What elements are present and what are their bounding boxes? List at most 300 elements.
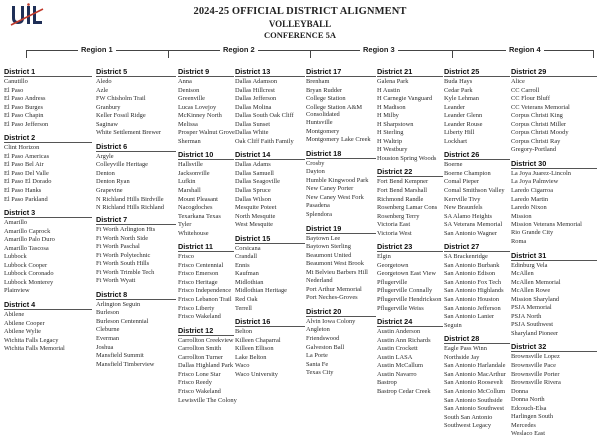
- school-name: Nederland: [306, 277, 333, 285]
- school-name: Ft Worth Arlington Hts: [96, 225, 156, 233]
- district-block: [96, 290, 176, 369]
- school-name: Comal Pieper: [444, 178, 479, 186]
- school-name: CC Flour Bluff: [511, 95, 550, 103]
- school-name: Lucas Lovejoy: [178, 103, 217, 111]
- school-name: Canutillo: [4, 78, 28, 85]
- district-heading: District 29: [511, 67, 597, 77]
- school-name: Boerne: [444, 161, 463, 169]
- district-heading: District 2: [4, 133, 92, 143]
- district-heading: District 11: [178, 242, 234, 252]
- school-name: Sherman: [178, 137, 201, 145]
- school-name: Prosper Walnut Grove: [178, 129, 235, 137]
- school-name: Clint Horizon: [4, 144, 40, 152]
- district-block: [235, 317, 305, 379]
- district-block: [178, 150, 234, 238]
- school-name: Rosenberg Terry: [377, 212, 420, 220]
- school-name: Bastrop Cedar Creek: [377, 387, 431, 395]
- school-name: H Carnegie Vanguard: [377, 95, 433, 103]
- school-name: Harlingen South: [511, 413, 554, 421]
- school-name: Bryan Rudder: [306, 86, 343, 94]
- school-name: Georgetown: [377, 261, 409, 269]
- district-heading: District 5: [96, 67, 176, 77]
- school-name: La Porte: [306, 352, 328, 360]
- region-1-label: Region 1: [78, 45, 116, 54]
- school-name: Wichita Falls Memorial: [4, 345, 65, 353]
- school-name: Elgin: [377, 253, 391, 261]
- region-bar: [26, 45, 594, 57]
- school-name: Burleson: [96, 309, 120, 317]
- school-name: San Antonio Highlands: [444, 287, 504, 295]
- school-name: El Paso Del Valle: [4, 169, 49, 177]
- school-name: Hallsville: [178, 161, 203, 169]
- school-name: PSJA North: [511, 312, 542, 320]
- school-name: Donna North: [511, 396, 545, 404]
- district-block: [178, 325, 237, 405]
- school-name: Lubbock Cooper: [4, 261, 48, 269]
- district-block: [306, 149, 376, 220]
- school-name: H Madison: [377, 103, 406, 111]
- school-name: McAllen: [511, 270, 534, 278]
- school-name: Dallas Seagoville: [235, 178, 280, 186]
- school-name: Leander Glenn: [444, 112, 483, 120]
- school-name: Houston Spring Woods: [377, 154, 437, 162]
- district-column: [306, 67, 376, 382]
- school-name: Frisco Liberty: [178, 304, 215, 312]
- school-name: Huntsville: [306, 119, 333, 127]
- school-name: CC Veterans Memorial: [511, 103, 570, 111]
- school-name: Ft Worth South Hills: [96, 260, 150, 268]
- school-name: Mission Sharyland: [511, 295, 560, 303]
- school-name: Whitehouse: [178, 229, 209, 237]
- school-name: Sharyland Pioneer: [511, 329, 559, 337]
- school-name: Liberty Hill: [444, 129, 475, 137]
- district-heading: District 27: [444, 242, 510, 252]
- school-name: Cedar Park: [444, 86, 473, 94]
- school-name: Frisco Independence: [178, 287, 232, 295]
- school-name: Dallas Adamson: [235, 78, 278, 85]
- school-name: New Braunfels: [444, 204, 483, 212]
- school-name: Dallas Spruce: [235, 187, 271, 195]
- school-name: Granbury: [96, 103, 121, 111]
- school-name: Angleton: [306, 326, 330, 334]
- school-name: N Richland Hills Richland: [96, 203, 164, 211]
- school-name: McAllen Rowe: [511, 287, 551, 295]
- district-block: [377, 67, 443, 163]
- district-heading: District 21: [377, 67, 443, 77]
- district-heading: District 22: [377, 167, 443, 177]
- school-name: Tyler: [178, 221, 192, 229]
- school-name: San Antonio Jefferson: [444, 304, 501, 312]
- school-name: Frisco Wakeland: [178, 387, 221, 395]
- school-name: Santa Fe: [306, 360, 329, 368]
- school-name: Carrollton Turner: [178, 353, 223, 361]
- school-name: South San Antonio: [444, 413, 493, 421]
- district-block: [306, 224, 376, 303]
- school-name: North Mesquite: [235, 212, 276, 220]
- school-name: Lockhart: [444, 137, 468, 145]
- school-name: Ft Worth Trimble Tech: [96, 268, 155, 276]
- region-tick: [452, 50, 453, 58]
- school-name: San Antonio Roosevelt: [444, 379, 503, 387]
- school-name: N Richland Hills Birdville: [96, 195, 164, 203]
- school-name: Pasadena: [306, 202, 330, 210]
- district-heading: District 15: [235, 234, 305, 244]
- school-name: Killeen Ellison: [235, 345, 274, 353]
- school-name: New Caney Porter: [306, 185, 354, 193]
- school-name: Mount Pleasant: [178, 195, 218, 203]
- school-name: San Antonio Harlandale: [444, 362, 506, 370]
- district-heading: District 4: [4, 300, 92, 310]
- school-name: Killeen Chaparral: [235, 336, 281, 344]
- school-name: El Paso Parkland: [4, 195, 48, 203]
- district-heading: District 14: [235, 150, 305, 160]
- district-block: [444, 334, 510, 430]
- school-name: Dallas Jefferson: [235, 95, 277, 103]
- district-heading: District 19: [306, 224, 376, 234]
- school-name: Saginaw: [96, 120, 119, 128]
- school-name: Humble Kingwood Park: [306, 176, 369, 184]
- school-name: Texarkana Texas: [178, 212, 221, 220]
- school-name: Nacogdoches: [178, 204, 213, 212]
- school-name: Pflugerville Hendrickson: [377, 296, 442, 304]
- school-name: Lake Belton: [235, 353, 267, 361]
- school-name: New Caney West Fork: [306, 193, 364, 201]
- school-name: Dallas Molina: [235, 103, 272, 111]
- district-column: [4, 67, 92, 358]
- school-name: Lubbock: [4, 253, 27, 261]
- school-name: Montgomery: [306, 127, 340, 135]
- school-name: El Paso Hanks: [4, 187, 42, 195]
- school-name: Jacksonville: [178, 169, 210, 177]
- school-name: Mansfield Timberview: [96, 360, 155, 368]
- school-name: El Paso Jefferson: [4, 120, 49, 128]
- school-name: La Joya Palmview: [511, 178, 559, 186]
- school-name: Frisco Lebanon Trail: [178, 296, 232, 304]
- school-name: Waco University: [235, 370, 278, 378]
- school-name: Bastrop: [377, 379, 397, 387]
- district-heading: District 18: [306, 149, 376, 159]
- district-block: [306, 307, 376, 378]
- school-name: Friendswood: [306, 334, 340, 342]
- school-name: San Antonio Burbank: [444, 261, 500, 269]
- school-name: Baytown Sterling: [306, 243, 351, 251]
- district-heading: District 23: [377, 242, 443, 252]
- school-name: Frisco Heritage: [178, 278, 218, 286]
- school-name: Kerrville Tivy: [444, 195, 481, 203]
- school-name: Waco: [235, 362, 250, 370]
- school-name: Austin Anderson: [377, 328, 421, 336]
- district-block: [178, 242, 234, 321]
- school-name: Dayton: [306, 168, 325, 176]
- school-name: El Paso: [4, 86, 24, 94]
- school-name: San Antonio Lanier: [444, 313, 495, 321]
- school-name: Frisco Emerson: [178, 270, 219, 278]
- district-heading: District 6: [96, 142, 176, 152]
- school-name: Argyle: [96, 152, 114, 160]
- school-name: Amarillo Tascosa: [4, 244, 49, 252]
- school-name: Austin McCallum: [377, 362, 423, 370]
- school-name: McAllen Memorial: [511, 278, 561, 286]
- school-name: Lewisville The Colony: [178, 396, 237, 404]
- district-block: [96, 142, 176, 211]
- district-heading: District 17: [306, 67, 376, 77]
- school-name: Frisco Centennial: [178, 261, 224, 269]
- school-name: Crandall: [235, 253, 258, 261]
- school-name: Denton: [96, 169, 115, 177]
- district-heading: District 32: [511, 342, 597, 352]
- school-name: Corpus Christi King: [511, 112, 563, 120]
- district-block: [511, 251, 597, 339]
- school-name: Austin Ann Richards: [377, 336, 431, 344]
- school-name: Port Neches-Groves: [306, 294, 358, 302]
- school-name: Brownsville Rivera: [511, 379, 561, 387]
- district-column: [377, 67, 443, 401]
- school-name: Southwest Legacy: [444, 422, 492, 430]
- school-name: San Antonio Houston: [444, 296, 500, 304]
- school-name: SA Brackenridge: [444, 253, 488, 261]
- school-name: El Paso Chapin: [4, 112, 44, 120]
- school-name: El Paso Andress: [4, 95, 46, 103]
- school-name: Laredo Nixon: [511, 204, 547, 212]
- school-name: Kyle Lehman: [444, 95, 479, 103]
- school-name: Dallas South Oak Cliff: [235, 112, 294, 120]
- district-block: [377, 167, 443, 238]
- school-name: Corpus Christi Miller: [511, 120, 567, 128]
- school-name: Victoria East: [377, 221, 411, 229]
- district-heading: District 3: [4, 208, 92, 218]
- school-name: Victoria West: [377, 229, 412, 237]
- school-name: Keller Fossil Ridge: [96, 112, 146, 120]
- district-heading: District 20: [306, 307, 376, 317]
- school-name: Donna: [511, 387, 529, 395]
- district-block: [4, 67, 92, 129]
- school-name: Roma: [511, 237, 527, 245]
- school-name: Dallas Hillcrest: [235, 86, 275, 94]
- region-tick: [168, 50, 169, 58]
- school-name: Dallas Samuell: [235, 169, 274, 177]
- school-name: Brownsville Porter: [511, 370, 560, 378]
- district-column: [235, 67, 305, 383]
- school-name: Carrollton Smith: [178, 345, 222, 353]
- school-name: Frisco Reedy: [178, 379, 212, 387]
- school-name: Edcouch-Elsa: [511, 404, 547, 412]
- district-block: [178, 67, 234, 146]
- district-heading: District 25: [444, 67, 510, 77]
- school-name: Lufkin: [178, 178, 196, 186]
- school-name: El Paso Burges: [4, 103, 43, 111]
- district-heading: District 9: [178, 67, 234, 77]
- school-name: Laredo Cigarroa: [511, 187, 554, 195]
- school-name: Midlothian Heritage: [235, 287, 287, 295]
- school-name: Northside Jay: [444, 353, 480, 361]
- school-name: Galena Park: [377, 78, 409, 85]
- school-name: CC Carroll: [511, 86, 540, 94]
- school-name: FW Chisholm Trail: [96, 95, 146, 103]
- school-name: Mesquite Poteet: [235, 204, 277, 212]
- school-name: Abilene Wylie: [4, 328, 41, 336]
- district-block: [511, 67, 597, 155]
- school-name: San Antonio Edison: [444, 270, 496, 278]
- school-name: Seguin: [444, 321, 462, 329]
- school-name: Plainview: [4, 287, 30, 295]
- district-heading: District 16: [235, 317, 305, 327]
- district-block: [377, 242, 443, 313]
- school-name: Frisco Wakeland: [178, 313, 221, 321]
- district-block: [444, 67, 510, 146]
- school-name: El Paso El Dorado: [4, 178, 52, 186]
- school-name: Edinburg Vela: [511, 261, 548, 269]
- school-name: Everman: [96, 334, 120, 342]
- school-name: H Milby: [377, 112, 399, 120]
- school-name: White Settlement Brewer: [96, 129, 161, 137]
- school-name: Leander Rouse: [444, 120, 483, 128]
- school-name: Fort Bend Marshall: [377, 187, 428, 195]
- school-name: West Mesquite: [235, 221, 273, 229]
- school-name: Anna: [178, 78, 192, 85]
- district-block: [4, 300, 92, 354]
- district-heading: District 10: [178, 150, 234, 160]
- conference-title: CONFERENCE 5A: [263, 30, 337, 40]
- school-name: Fort Bend Kempner: [377, 178, 429, 186]
- school-name: Terrell: [235, 304, 252, 312]
- school-name: Mission: [511, 212, 532, 220]
- region-3-label: Region 3: [360, 45, 398, 54]
- school-name: Splendora: [306, 210, 332, 218]
- school-name: El Paso Bel Air: [4, 161, 44, 169]
- school-name: H Waltrip: [377, 137, 403, 145]
- school-name: Amarillo Caprock: [4, 227, 51, 235]
- school-name: San Antonio Southside: [444, 396, 503, 404]
- school-name: Dallas White: [235, 129, 269, 137]
- district-column: [511, 67, 597, 443]
- school-name: Crosby: [306, 159, 325, 167]
- school-name: El Paso Americas: [4, 152, 50, 160]
- school-name: Pflugerville Weiss: [377, 304, 424, 312]
- district-heading: District 1: [4, 67, 92, 77]
- school-name: Texas City: [306, 369, 334, 377]
- district-block: [377, 317, 443, 396]
- district-block: [511, 342, 597, 438]
- school-name: Belton: [235, 328, 253, 336]
- school-name: Laredo Martin: [511, 195, 549, 203]
- sport-title: VOLLEYBALL: [268, 19, 332, 29]
- school-name: San Antonio Wagner: [444, 229, 497, 237]
- school-name: Dallas Highland Park: [178, 362, 234, 370]
- school-name: San Antonio Southwest: [444, 405, 505, 413]
- district-heading: District 7: [96, 215, 176, 225]
- school-name: Austin Crockett: [377, 345, 418, 353]
- district-heading: District 13: [235, 67, 305, 77]
- district-heading: District 28: [444, 334, 510, 344]
- school-name: Brenham: [306, 78, 330, 85]
- district-block: [235, 67, 305, 146]
- district-block: [96, 67, 176, 138]
- school-name: Ennis: [235, 261, 250, 269]
- school-name: H Sharpstown: [377, 120, 414, 128]
- school-name: Carrollton Creekview: [178, 336, 234, 344]
- school-name: Brownsville Lopez: [511, 353, 560, 361]
- school-name: Boerne Champion: [444, 169, 491, 177]
- district-heading: District 12: [178, 326, 234, 336]
- school-name: Denison: [178, 86, 200, 94]
- school-name: Austin Navarro: [377, 370, 417, 378]
- school-name: Colleyville Heritage: [96, 161, 148, 169]
- school-name: Melissa: [178, 120, 198, 128]
- school-name: Frisco Lone Star: [178, 370, 221, 378]
- school-name: Rio Grande City: [511, 229, 554, 237]
- school-name: Pflugerville Connally: [377, 287, 433, 295]
- district-column: [96, 67, 176, 373]
- school-name: PSJA Memorial: [511, 304, 552, 312]
- school-name: Corsicana: [235, 244, 261, 252]
- school-name: Pflugerville: [377, 278, 408, 286]
- school-name: H Westbury: [377, 146, 408, 154]
- school-name: Red Oak: [235, 296, 258, 304]
- school-name: Amarillo: [4, 219, 28, 227]
- school-name: Mansfield Summit: [96, 352, 144, 360]
- school-name: Denton Ryan: [96, 178, 130, 186]
- district-heading: District 31: [511, 251, 597, 261]
- school-name: H Austin: [377, 86, 400, 94]
- school-name: Port Arthur Memorial: [306, 285, 362, 293]
- school-name: College Station: [306, 95, 346, 103]
- district-heading: District 8: [96, 290, 176, 300]
- school-name: Ft Worth Paschal: [96, 243, 140, 251]
- school-name: Cleburne: [96, 326, 120, 334]
- district-block: [4, 133, 92, 204]
- school-name: H Sterling: [377, 129, 404, 137]
- school-name: Montgomery Lake Creek: [306, 136, 371, 144]
- district-column: [444, 67, 510, 435]
- district-block: [444, 242, 510, 330]
- school-name: Amarillo Palo Duro: [4, 236, 55, 244]
- school-name: McKinney North: [178, 112, 222, 120]
- district-heading: District 26: [444, 150, 510, 160]
- school-name: Ft Worth North Side: [96, 234, 149, 242]
- district-column: [178, 67, 237, 409]
- school-name: Oak Cliff Faith Family: [235, 137, 294, 145]
- school-name: Austin LASA: [377, 353, 413, 361]
- school-name: Alice: [511, 78, 525, 85]
- document-title: 2024-25 OFFICIAL DISTRICT ALIGNMENT: [193, 6, 407, 17]
- school-name: Aledo: [96, 78, 112, 85]
- school-name: Mission Veterans Memorial: [511, 221, 582, 229]
- school-name: Corpus Christi Ray: [511, 137, 561, 145]
- district-block: [511, 159, 597, 247]
- school-name: Arlington Seguin: [96, 300, 141, 308]
- school-name: San Antonio McCollum: [444, 387, 506, 395]
- school-name: Lubbock Monterey: [4, 278, 54, 286]
- school-name: Corpus Christi Moody: [511, 129, 569, 137]
- school-name: La Joya Juarez-Lincoln: [511, 169, 571, 177]
- school-name: Greenville: [178, 95, 205, 103]
- school-name: SA Veterans Memorial: [444, 221, 503, 229]
- school-name: Richmond Randle: [377, 195, 424, 203]
- school-name: Ft Worth Wyatt: [96, 277, 136, 285]
- district-block: [4, 208, 92, 296]
- school-name: Dallas Adams: [235, 161, 271, 169]
- district-block: [235, 234, 305, 313]
- school-name: Wichita Falls Legacy: [4, 336, 59, 344]
- region-2-label: Region 2: [220, 45, 258, 54]
- school-name: Midlothian: [235, 278, 264, 286]
- region-4-label: Region 4: [506, 45, 544, 54]
- school-name: Abilene Cooper: [4, 319, 45, 327]
- school-name: Burleson Centennial: [96, 317, 149, 325]
- school-name: Kaufman: [235, 270, 259, 278]
- district-block: [96, 215, 176, 286]
- school-name: Mercedes: [511, 421, 536, 429]
